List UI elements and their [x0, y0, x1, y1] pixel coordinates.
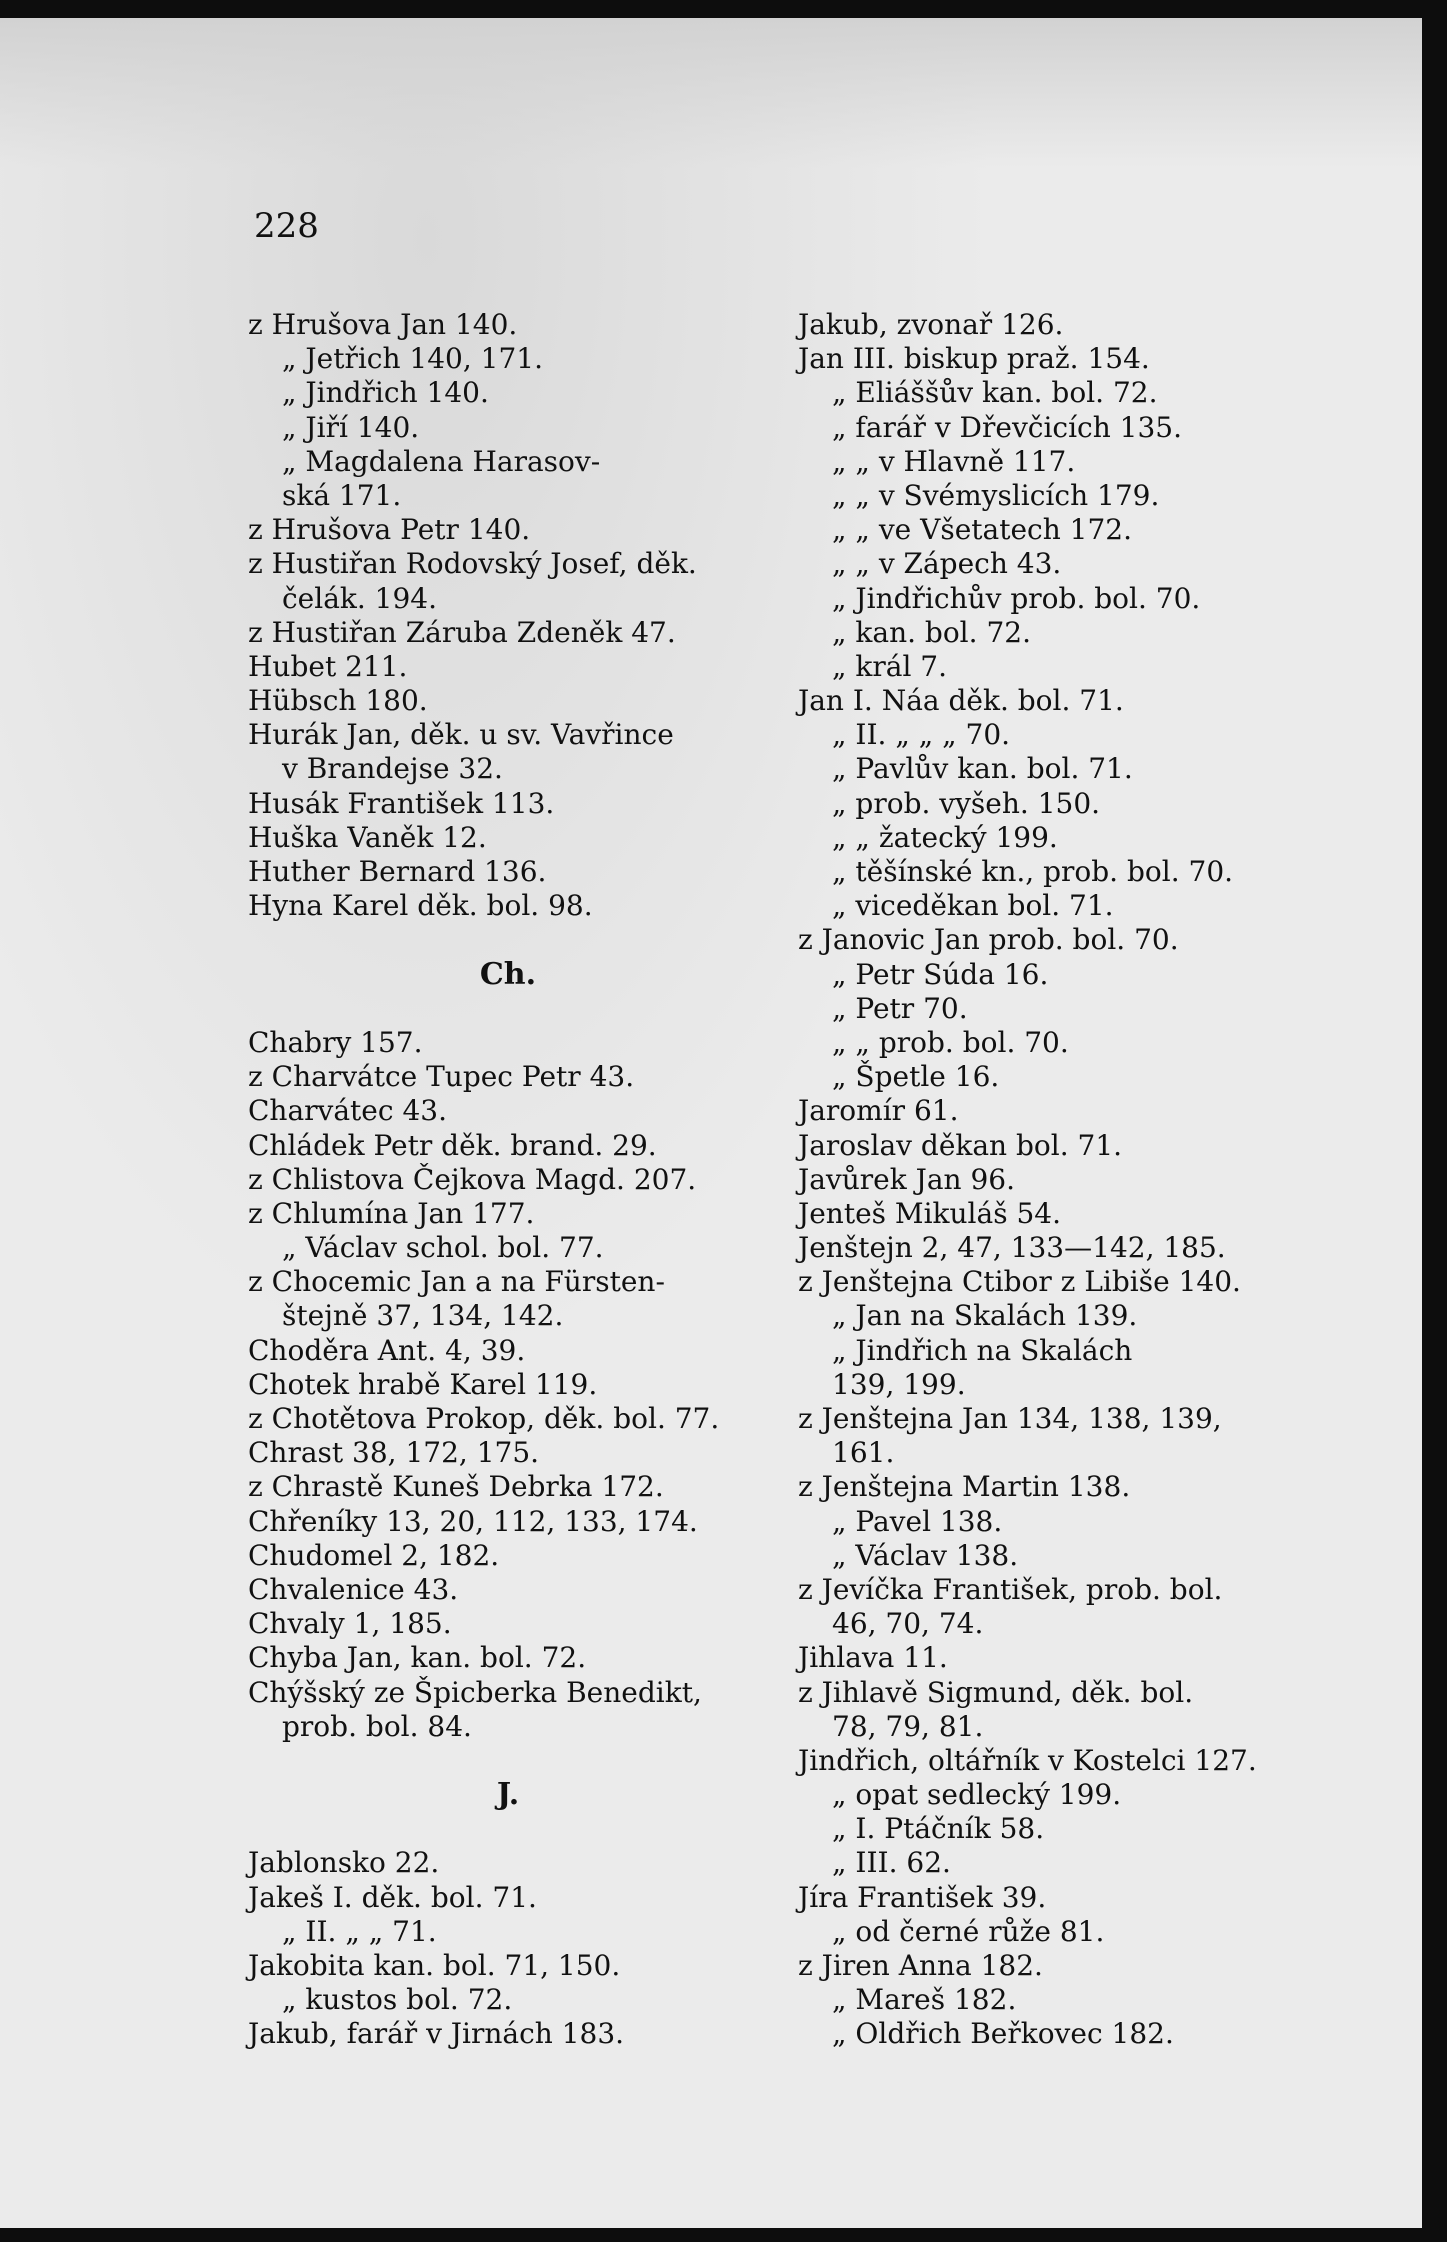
index-entry: „ od černé růže 81.: [832, 1914, 1105, 1948]
index-entry: z Janovic Jan prob. bol. 70.: [798, 923, 1179, 957]
index-entry: „ I. Ptáčník 58.: [832, 1812, 1045, 1846]
index-entry: „ Jindřich na Skalách: [832, 1333, 1133, 1367]
index-entry: Hübsch 180.: [248, 684, 428, 718]
index-entry: „ Petr Súda 16.: [832, 957, 1049, 991]
index-entry: Jaromír 61.: [798, 1094, 959, 1128]
index-entry: 46, 70, 74.: [832, 1607, 984, 1641]
index-entry: „ Oldřich Beřkovec 182.: [832, 2017, 1174, 2051]
page-shadow: [0, 18, 1422, 168]
index-entry: „ těšínské kn., prob. bol. 70.: [832, 855, 1234, 888]
index-entry: Chyba Jan, kan. bol. 72.: [248, 1641, 587, 1675]
index-entry: „ Jan na Skalách 139.: [832, 1299, 1138, 1333]
index-entry: Jakub, zvonař 126.: [798, 308, 1064, 341]
index-entry: „ Jetřich 140, 171.: [282, 342, 543, 376]
index-column-right: [798, 308, 1318, 2052]
index-entry: „ Václav schol. bol. 77.: [282, 1231, 604, 1265]
index-entry: Husák František 113.: [248, 786, 555, 820]
index-entry: Chvalenice 43.: [248, 1572, 459, 1606]
index-entry: Jan III. biskup praž. 154.: [798, 342, 1150, 376]
index-entry: „ Špetle 16.: [832, 1060, 1000, 1094]
index-entry: Hyna Karel děk. bol. 98.: [248, 889, 593, 923]
index-entry: „ král 7.: [832, 649, 948, 683]
index-entry: 139, 199.: [832, 1367, 966, 1401]
index-entry: Jakobita kan. bol. 71, 150.: [248, 1949, 621, 1982]
index-entry: „ II. „ „ „ 70.: [832, 718, 1011, 752]
index-entry: z Jihlavě Sigmund, děk. bol.: [798, 1675, 1194, 1709]
index-entry: Javůrek Jan 96.: [798, 1162, 1015, 1196]
index-entry: „ farář v Dřevčicích 135.: [832, 410, 1182, 444]
index-entry: z Chotětova Prokop, děk. bol. 77.: [248, 1402, 720, 1435]
index-column-left: [248, 308, 768, 2052]
spacer: [248, 1744, 768, 1778]
index-entry: Jaroslav děkan bol. 71.: [798, 1128, 1123, 1162]
index-entry: Chudomel 2, 182.: [248, 1538, 500, 1572]
index-entry: „ kan. bol. 72.: [832, 615, 1031, 649]
index-entry: Chabry 157.: [248, 1025, 423, 1059]
section-heading: J.: [496, 1777, 520, 1813]
index-entry: Hubet 211.: [248, 649, 408, 683]
index-entry: „ Magdalena Harasov-: [282, 444, 601, 478]
index-entry: „ „ ve Všetatech 172.: [832, 513, 1132, 547]
index-entry: Hurák Jan, děk. u sv. Vavřince: [248, 718, 674, 752]
index-entry: z Jiren Anna 182.: [798, 1949, 1043, 1982]
index-entry: Jíra František 39.: [798, 1880, 1047, 1914]
index-entry: „ Petr 70.: [832, 991, 968, 1025]
index-entry: Chrast 38, 172, 175.: [248, 1436, 540, 1470]
index-entry: z Chlumína Jan 177.: [248, 1196, 535, 1230]
index-entry: „ Václav 138.: [832, 1538, 1019, 1572]
index-entry: z Jenštejna Ctibor z Libiše 140.: [798, 1265, 1241, 1299]
index-entry: Chládek Petr děk. brand. 29.: [248, 1128, 657, 1162]
index-entry: Jakeš I. děk. bol. 71.: [248, 1880, 537, 1914]
index-entry: z Chrastě Kuneš Debrka 172.: [248, 1470, 664, 1504]
section-heading: Ch.: [479, 956, 537, 992]
index-entry: 161.: [832, 1436, 895, 1470]
index-entry: Jenštejn 2, 47, 133—142, 185.: [798, 1231, 1226, 1265]
index-entry: „ kustos bol. 72.: [282, 1983, 513, 2017]
index-entry: „ Pavlův kan. bol. 71.: [832, 752, 1133, 786]
index-entry: Huška Vaněk 12.: [248, 820, 487, 854]
index-entry: Jan I. Náa děk. bol. 71.: [798, 684, 1124, 718]
index-entry: Chotek hrabě Karel 119.: [248, 1367, 598, 1401]
index-entry: Jindřich, oltářník v Kostelci 127.: [798, 1743, 1257, 1777]
index-entry: prob. bol. 84.: [282, 1709, 472, 1743]
index-entry: z Jenštejna Jan 134, 138, 139,: [798, 1402, 1222, 1435]
index-entry: „ „ žatecký 199.: [832, 820, 1058, 854]
index-entry: „ „ prob. bol. 70.: [832, 1025, 1069, 1059]
index-entry: „ Jiří 140.: [282, 410, 420, 444]
index-entry: 78, 79, 81.: [832, 1709, 984, 1743]
index-entry: Jihlava 11.: [798, 1641, 948, 1675]
index-entry: z Chocemic Jan a na Fürsten-: [248, 1265, 665, 1299]
index-entry: „ III. 62.: [832, 1846, 951, 1880]
index-entry: ská 171.: [282, 478, 402, 512]
spacer: [248, 923, 768, 957]
index-entry: Jenteš Mikuláš 54.: [798, 1196, 1061, 1230]
index-entry: „ „ v Hlavně 117.: [832, 444, 1076, 478]
index-entry: z Charvátce Tupec Petr 43.: [248, 1060, 635, 1094]
index-entry: z Hrušova Petr 140.: [248, 513, 531, 547]
index-entry: Huther Bernard 136.: [248, 855, 547, 888]
index-entry: Choděra Ant. 4, 39.: [248, 1333, 526, 1367]
spacer: [248, 1812, 768, 1846]
index-entry: „ Eliáššův kan. bol. 72.: [832, 376, 1158, 410]
index-entry: „ „ v Zápech 43.: [832, 547, 1062, 581]
index-entry: z Jenštejna Martin 138.: [798, 1470, 1131, 1504]
index-entry: z Hustiřan Záruba Zdeněk 47.: [248, 615, 676, 649]
index-entry: „ II. „ „ 71.: [282, 1914, 437, 1948]
index-entry: Chřeníky 13, 20, 112, 133, 174.: [248, 1504, 698, 1538]
index-entry: „ prob. vyšeh. 150.: [832, 786, 1101, 820]
index-entry: „ opat sedlecký 199.: [832, 1778, 1122, 1812]
spacer: [248, 992, 768, 1026]
index-entry: z Jevíčka František, prob. bol.: [798, 1572, 1223, 1606]
index-entry: z Hrušova Jan 140.: [248, 308, 518, 341]
index-entry: „ Jindřichův prob. bol. 70.: [832, 581, 1201, 615]
index-entry: z Hustiřan Rodovský Josef, děk.: [248, 547, 697, 581]
index-entry: „ „ v Svémyslicích 179.: [832, 478, 1160, 512]
index-entry: Charvátec 43.: [248, 1094, 447, 1128]
index-entry: „ viceděkan bol. 71.: [832, 889, 1114, 923]
index-entry: Chvaly 1, 185.: [248, 1607, 452, 1641]
index-entry: v Brandejse 32.: [282, 752, 503, 786]
index-entry: „ Mareš 182.: [832, 1983, 1017, 2017]
index-entry: Jakub, farář v Jirnách 183.: [248, 2017, 625, 2051]
index-entry: Chýšský ze Špicberka Benedikt,: [248, 1675, 702, 1709]
book-page: [0, 18, 1422, 2228]
index-entry: čelák. 194.: [282, 581, 438, 615]
index-entry: „ Jindřich 140.: [282, 376, 489, 410]
index-entry: Jablonsko 22.: [248, 1846, 440, 1880]
index-entry: „ Pavel 138.: [832, 1504, 1003, 1538]
page-number: 228: [254, 206, 319, 246]
index-entry: štejně 37, 134, 142.: [282, 1299, 564, 1333]
index-entry: z Chlistova Čejkova Magd. 207.: [248, 1162, 697, 1196]
